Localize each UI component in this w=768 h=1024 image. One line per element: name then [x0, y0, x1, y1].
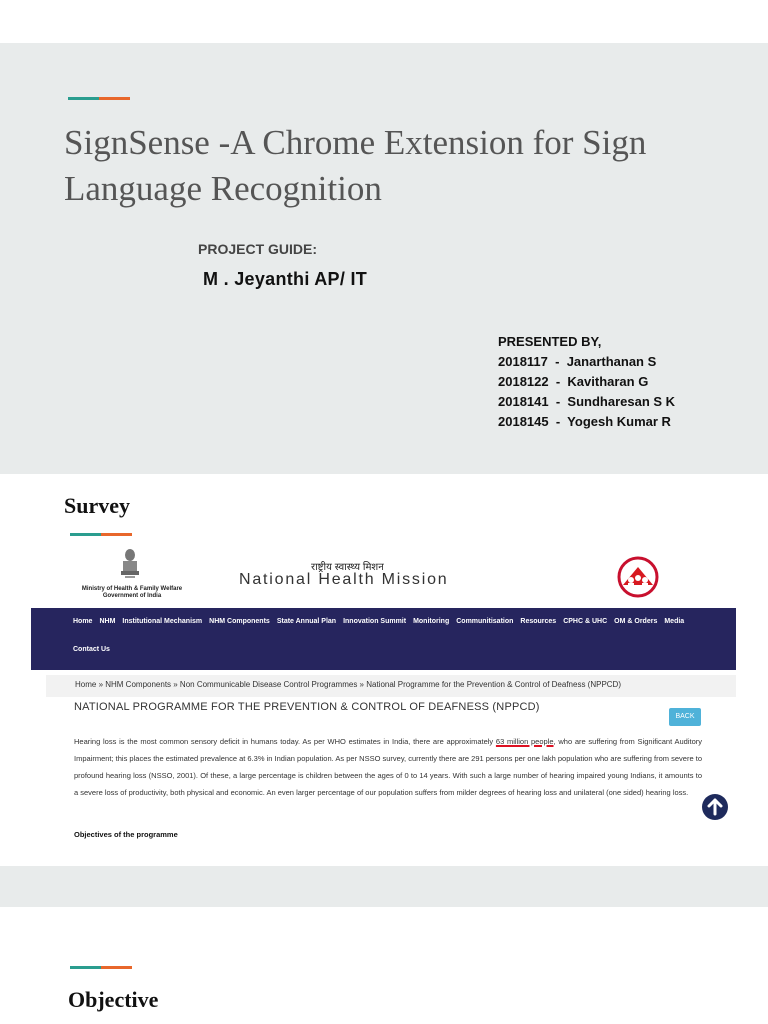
- nav-institutional-mechanism[interactable]: Institutional Mechanism: [122, 618, 203, 625]
- nav-media[interactable]: Media: [664, 618, 685, 625]
- nav-communitisation[interactable]: Communitisation: [456, 618, 514, 625]
- slide-separator: [0, 866, 768, 907]
- nav-items: [73, 617, 713, 673]
- breadcrumb-text: Home » NHM Components » Non Communicable Disease Control Programmes » National Programme for the Prevention & Control of Deafness (NPPCD): [75, 680, 621, 689]
- title-accent-bar: [68, 97, 130, 100]
- nav-home[interactable]: Home: [73, 618, 93, 625]
- nav-state-annual-plan[interactable]: State Annual Plan: [276, 618, 337, 625]
- nhm-header: [31, 543, 736, 608]
- nhm-logo-icon: [611, 555, 665, 599]
- scroll-top-button[interactable]: [702, 794, 728, 820]
- nav-nhm-components[interactable]: NHM Components: [209, 618, 270, 625]
- nav-nhm[interactable]: NHM: [99, 618, 116, 625]
- project-guide-label: PROJECT GUIDE:: [198, 241, 318, 257]
- nav-monitoring[interactable]: Monitoring: [413, 618, 450, 625]
- nhm-navbar: [31, 608, 736, 670]
- mission-title: National Health Mission: [239, 571, 449, 588]
- presentation-title: SignSense -A Chrome Extension for Sign Language Recognition: [64, 123, 647, 208]
- state-emblem-icon: [119, 548, 141, 580]
- objective-accent-bar: [70, 966, 132, 969]
- ministry-caption: Ministry of Health & Family Welfare Government of India: [81, 586, 183, 599]
- project-guide-name: M . Jeyanthi AP/ IT: [203, 269, 368, 289]
- nav-contact-us[interactable]: Contact Us: [73, 646, 110, 653]
- presenter-row: 2018122 - Kavitharan G: [498, 374, 649, 389]
- back-button[interactable]: BACK: [669, 708, 701, 726]
- programme-heading: NATIONAL PROGRAMME FOR THE PREVENTION & CONTROL OF DEAFNESS (NPPCD): [74, 701, 540, 713]
- presenter-row: 2018141 - Sundharesan S K: [498, 394, 676, 409]
- presenter-row: 2018117 - Janarthanan S: [498, 354, 657, 369]
- objective-slide-title: Objective: [68, 987, 159, 1012]
- presenter-row: 2018145 - Yogesh Kumar R: [498, 414, 671, 429]
- survey-slide-title: Survey: [64, 493, 130, 518]
- nav-resources[interactable]: Resources: [520, 618, 557, 625]
- nhm-website-screenshot: [31, 543, 736, 865]
- objectives-label: Objectives of the programme: [74, 830, 178, 839]
- nav-cphc-uhc[interactable]: CPHC & UHC: [563, 618, 608, 625]
- survey-accent-bar: [70, 533, 132, 536]
- highlighted-statistic: 63 million people: [495, 737, 554, 746]
- breadcrumb: [46, 675, 736, 697]
- mission-hindi-title: राष्ट्रीय स्वास्थ्य मिशन: [311, 562, 384, 573]
- arrow-up-circle-icon: [702, 794, 728, 820]
- programme-description: Hearing loss is the most common sensory deficit in humans today. As per WHO estimates in India, there are approximately 63 million people, who are suffering from Significant Auditory Impairment; this places the estimated prevalence at 6.3% in Indian population. As per NSSO survey, currently there are 291 persons per one lakh population who are suffering from severe to profound hearing loss (NSSO, 2001). Of these, a large percentage is children between the ages of 0 to 14 years. With such a large number of hearing impaired young Indians, it amounts to a severe loss of productivity, both physical and economic. An even larger percentage of our population suffers from milder degrees of hearing loss and unilateral (one sided) hearing loss.: [74, 737, 702, 797]
- presenters-block: [498, 332, 675, 432]
- presented-by-label: PRESENTED BY,: [498, 334, 602, 349]
- nav-om-orders[interactable]: OM & Orders: [614, 618, 658, 625]
- nav-innovation-summit[interactable]: Innovation Summit: [343, 618, 407, 625]
